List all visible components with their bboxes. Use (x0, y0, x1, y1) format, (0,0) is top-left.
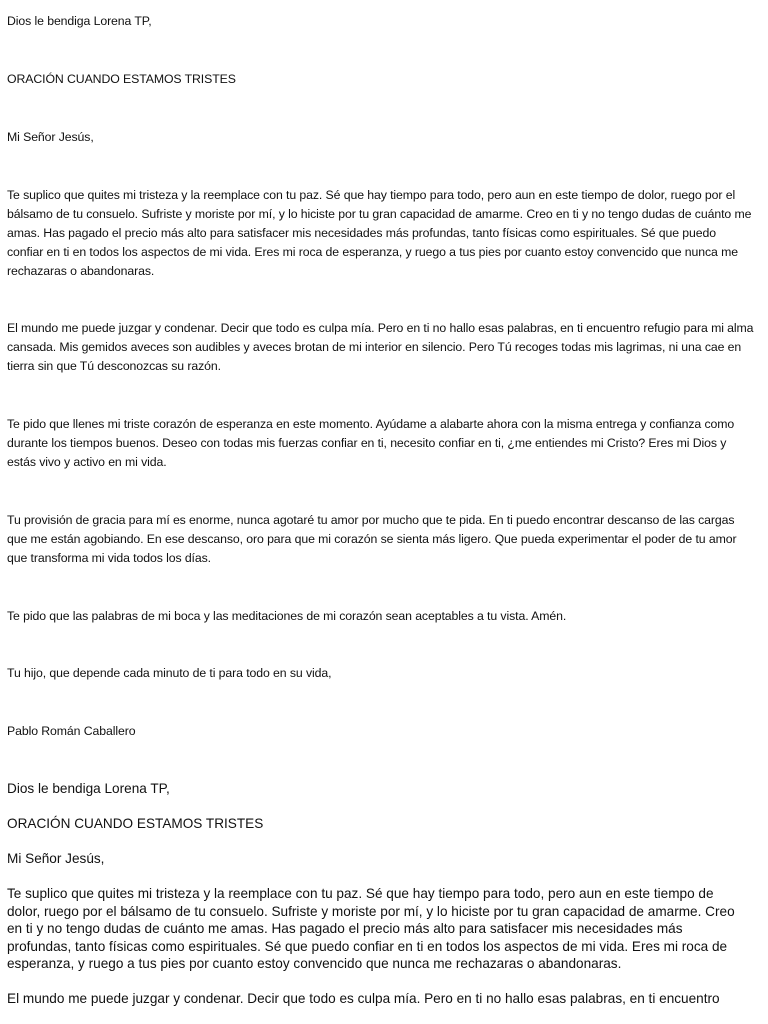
paragraph-3: Te pido que llenes mi triste corazón de esperanza en este momento. Ayúdame a alabarte ahora con la misma entrega y confianza como durante los tiempos buenos. Deseo con todas mis fuerzas confiar en ti, necesito confiar en ti, ¿me entiendes mi Cristo? Eres mi Dios y estás vivo y activo en mi vida. (7, 417, 735, 469)
signature: Pablo Román Caballero (7, 724, 136, 738)
paragraph-2-repeat-partial: El mundo me puede juzgar y condenar. Decir que todo es culpa mía. Pero en ti no hallo esas palabras, en ti encuentro (7, 991, 720, 1006)
salutation-repeat: Mi Señor Jesús, (7, 851, 105, 866)
prayer-title-repeat: ORACIÓN CUANDO ESTAMOS TRISTES (7, 816, 264, 831)
paragraph-1: Te suplico que quites mi tristeza y la reemplace con tu paz. Sé que hay tiempo para todo, pero aun en este tiempo de dolor, ruego por el bálsamo de tu consuelo. Sufriste y moriste por mí, y lo hiciste por tu gran capacidad de amarme. Creo en ti y no tengo dudas de cuánto me amas. Has pagado el precio más alto para satisfacer mis necesidades más profundas, tanto físicas como espirituales. Sé que puedo confiar en ti en todos los aspectos de mi vida. Eres mi roca de esperanza, y ruego a tus pies por cuanto estoy convencido que nunca me rechazaras o abandonaras. (7, 188, 752, 278)
paragraph-2: El mundo me puede juzgar y condenar. Decir que todo es culpa mía. Pero en ti no hallo esas palabras, en ti encuentro refugio para mi alma cansada. Mis gemidos aveces son audibles y aveces brotan de mi interior en silencio. Pero Tú recoges todas mis lagrimas, ni una cae en tierra sin que Tú desconozcas su razón. (7, 321, 754, 373)
greeting-repeat: Dios le bendiga Lorena TP, (7, 781, 170, 796)
closing-line: Tu hijo, que depende cada minuto de ti para todo en su vida, (7, 666, 332, 680)
salutation: Mi Señor Jesús, (7, 130, 94, 144)
paragraph-1-repeat: Te suplico que quites mi tristeza y la reemplace con tu paz. Sé que hay tiempo para todo, pero aun en este tiempo de dolor, ruego por el bálsamo de tu consuelo. Sufriste y moriste por mí, y lo hiciste por tu gran capacidad de amarme. Creo en ti y no tengo dudas de cuánto me amas. Has pagado el precio más alto para satisfacer mis necesidades más profundas, tanto físicas como espirituales. Sé que puedo confiar en ti en todos los aspectos de mi vida. Eres mi roca de esperanza, y ruego a tus pies por cuanto estoy convencido que nunca me rechazaras o abandonaras. (7, 886, 735, 971)
prayer-title: ORACIÓN CUANDO ESTAMOS TRISTES (7, 72, 236, 86)
greeting: Dios le bendiga Lorena TP, (7, 14, 152, 28)
paragraph-5: Te pido que las palabras de mi boca y las meditaciones de mi corazón sean aceptables a tu vista. Amén. (7, 609, 567, 623)
paragraph-4: Tu provisión de gracia para mí es enorme, nunca agotaré tu amor por mucho que te pida. En ti puedo encontrar descanso de las cargas que me están agobiando. En ese descanso, oro para que mi corazón se sienta más ligero. Que pueda experimentar el poder de tu amor que transforma mi vida todos los días. (7, 513, 737, 565)
